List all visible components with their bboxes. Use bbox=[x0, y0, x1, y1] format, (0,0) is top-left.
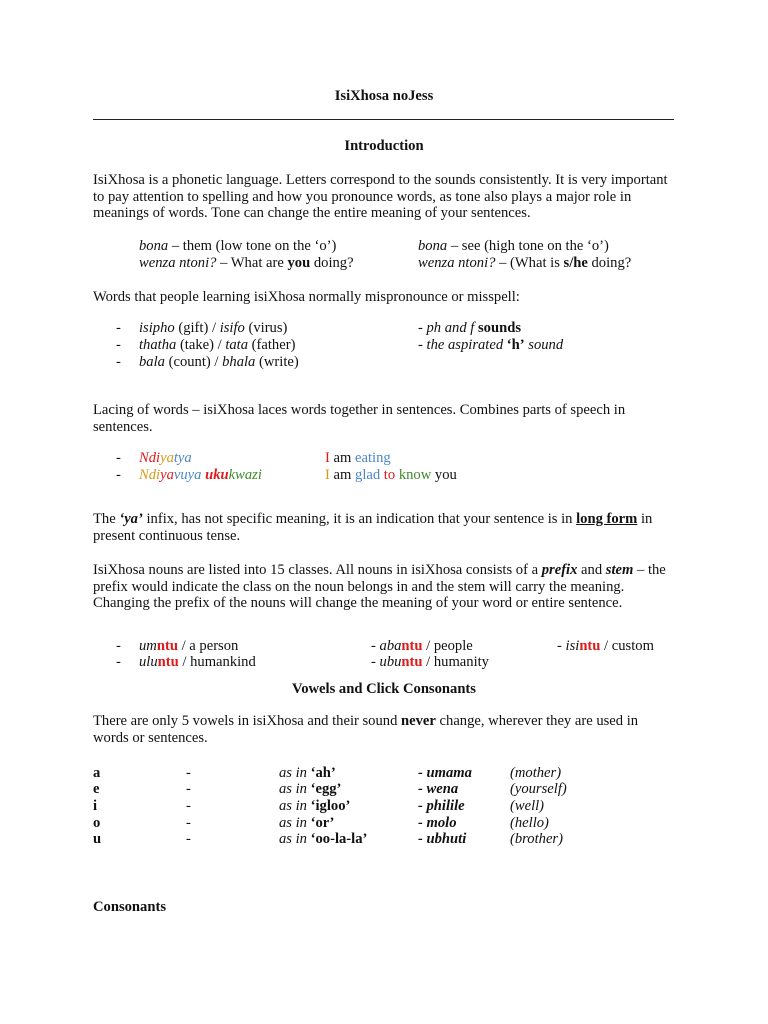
intro-heading: Introduction bbox=[344, 138, 424, 154]
vowel-dash: - bbox=[186, 798, 191, 814]
vowels-heading: Vowels and Click Consonants bbox=[292, 681, 476, 697]
mispronounce-item-3: bala (count) / bhala (write) bbox=[139, 354, 299, 370]
list-bullet: - bbox=[116, 450, 121, 466]
document-title: IsiXhosa noJess bbox=[334, 88, 434, 104]
list-bullet: - bbox=[116, 467, 121, 483]
vowel-meaning: (brother) bbox=[510, 831, 563, 847]
list-bullet: - bbox=[116, 320, 121, 336]
noun-example-isintu: - isintu / custom bbox=[557, 638, 654, 654]
vowel-sound: as in ‘oo-la-la’ bbox=[279, 831, 368, 847]
noun-example-umntu: umntu / a person bbox=[139, 638, 239, 654]
vowel-sound: as in ‘egg’ bbox=[279, 781, 342, 797]
vowel-dash: - bbox=[186, 765, 191, 781]
mispronounce-note-2: - the aspirated ‘h’ sound bbox=[418, 337, 564, 353]
mispronounce-item-2: thatha (take) / tata (father) bbox=[139, 337, 296, 353]
mispronounce-intro: Words that people learning isiXhosa normally mispronounce or misspell: bbox=[93, 289, 520, 305]
list-bullet: - bbox=[116, 654, 121, 670]
tone-example-2-left: wenza ntoni? – What are you doing? bbox=[139, 255, 354, 271]
tone-example-2-right: wenza ntoni? – (What is s/he doing? bbox=[418, 255, 632, 271]
mispronounce-note-1: - ph and f sounds bbox=[418, 320, 522, 336]
vowel-example: - molo bbox=[418, 815, 457, 831]
vowel-sound: as in ‘or’ bbox=[279, 815, 335, 831]
list-bullet: - bbox=[116, 638, 121, 654]
vowel-example: - wena bbox=[418, 781, 459, 797]
vowel-letter: a bbox=[93, 765, 101, 781]
noun-example-abantu: - abantu / people bbox=[371, 638, 473, 654]
vowel-dash: - bbox=[186, 831, 191, 847]
noun-example-ubuntu: - ubuntu / humanity bbox=[371, 654, 489, 670]
lacing-translation-2: I am glad to know you bbox=[325, 467, 457, 483]
vowel-meaning: (well) bbox=[510, 798, 545, 814]
vowel-letter: e bbox=[93, 781, 100, 797]
vowel-dash: - bbox=[186, 815, 191, 831]
lacing-paragraph: Lacing of words – isiXhosa laces words together in sentences. Combines parts of speech in sentences. bbox=[93, 402, 626, 435]
vowel-sound: as in ‘igloo’ bbox=[279, 798, 351, 814]
tone-example-1-left: bona – them (low tone on the ‘o’) bbox=[139, 238, 337, 254]
vowel-meaning: (yourself) bbox=[510, 781, 567, 797]
vowels-paragraph: There are only 5 vowels in isiXhosa and their sound never change, wherever they are used in words or sentences. bbox=[93, 713, 639, 746]
lacing-translation-1: I am eating bbox=[325, 450, 391, 466]
lacing-example-1: Ndiyatya bbox=[139, 450, 192, 466]
lacing-example-2: Ndiyavuya ukukwazi bbox=[139, 467, 262, 483]
vowel-sound: as in ‘ah’ bbox=[279, 765, 336, 781]
vowel-dash: - bbox=[186, 781, 191, 797]
noun-example-uluntu: uluntu / humankind bbox=[139, 654, 256, 670]
vowel-letter: u bbox=[93, 831, 102, 847]
tone-example-1-right: bona – see (high tone on the ‘o’) bbox=[418, 238, 609, 254]
vowel-meaning: (mother) bbox=[510, 765, 562, 781]
vowel-letter: i bbox=[93, 798, 98, 814]
vowel-meaning: (hello) bbox=[510, 815, 549, 831]
vowel-example: - umama bbox=[418, 765, 472, 781]
list-bullet: - bbox=[116, 337, 121, 353]
consonants-heading: Consonants bbox=[93, 899, 166, 915]
list-bullet: - bbox=[116, 354, 121, 370]
vowel-example: - philile bbox=[418, 798, 465, 814]
ya-infix-paragraph: The ‘ya’ infix, has not specific meaning, it is an indication that your sentence is in long form in present continuous tense. bbox=[93, 511, 653, 544]
title-divider bbox=[93, 119, 674, 120]
noun-classes-paragraph: IsiXhosa nouns are listed into 15 classes. All nouns in isiXhosa consists of a prefix and stem – the prefix would indicate the class on the noun belongs in and the stem will carry the meaning. Changing the prefix of the nouns will change the meaning of your word or entire sentence. bbox=[93, 562, 666, 611]
vowel-example: - ubhuti bbox=[418, 831, 467, 847]
mispronounce-item-1: isipho (gift) / isifo (virus) bbox=[139, 320, 288, 336]
intro-paragraph: IsiXhosa is a phonetic language. Letters correspond to the sounds consistently. It is very important to pay attention to spelling and how you pronounce words, as tone also plays a major role in meanings of words. Tone can change the entire meaning of your sentences. bbox=[93, 172, 668, 221]
vowel-letter: o bbox=[93, 815, 101, 831]
